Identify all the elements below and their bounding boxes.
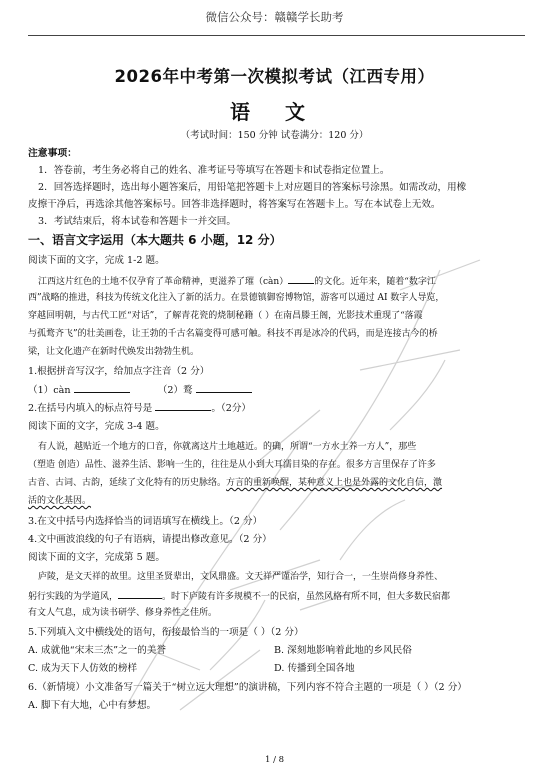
passage-line: 庐陵，是文天祥的故里。这里圣贤辈出，文风鼎盛。文天祥严谨治学，知行合一，一生崇尚修身养性、 — [38, 572, 444, 582]
question-3: 3.在文中括号内选择恰当的词语填写在横线上。（2 分） — [28, 516, 263, 527]
wavy-underlined-sentence: 方言的重新唤醒，某种意义上也是外露的文化自信，激 — [226, 478, 443, 488]
subject-title: 语 文 — [230, 100, 319, 124]
option-c[interactable]: C. 成为天下人仿效的榜样 — [28, 663, 138, 674]
exam-info: （考试时间：150 分钟 试卷满分：120 分） — [180, 130, 369, 141]
notice-item: 1．答卷前，考生务必将自己的姓名、准考证号等填写在答题卡和试卷指定位置上。 — [38, 165, 390, 176]
wavy-underlined-sentence-end: 活的文化基因。 — [28, 496, 92, 506]
passage-line: 梁，让文化遗产在新时代焕发出勃勃生机。 — [28, 347, 200, 357]
passage-line: 古音、古词、古韵，延续了文化特有的历史脉络。方言的重新唤醒，某种意义上也是外露的文化自信，激 — [28, 478, 443, 488]
instruction: 阅读下面的文字，完成 1-2 题。 — [28, 255, 165, 266]
question-4: 4.文中画波浪线的句子有语病，请提出修改意见。（2 分） — [28, 534, 272, 545]
header-divider — [28, 35, 525, 36]
answer-blank[interactable] — [155, 401, 211, 411]
passage-line: 江西这片红色的土地不仅孕育了革命精神，更滋养了璀（càn） 的文化。近年来，随着“数字江 — [38, 274, 535, 289]
page-header: 微信公众号：赣赣学长助考 — [205, 10, 344, 24]
exam-title: 2026年中考第一次模拟考试（江西专用） — [114, 67, 435, 86]
notice-item: 皮擦干净后，再选涂其他答案标号。回答非选择题时，将答案写在答题卡上。写在本试卷上无效。 — [28, 199, 441, 210]
question-1: 1.根据拼音写汉字，给加点字注音（2 分） — [28, 366, 210, 377]
option-b[interactable]: B. 深刻地影响着此地的乡风民俗 — [274, 645, 412, 656]
question-5: 5.下列填入文中横线处的语句，衔接最恰当的一项是（ ）（2 分） — [28, 627, 304, 638]
passage-line: 与孤鹜齐飞”的壮美画卷，让王勃的千古名篇变得可感可触。科技不再是冰冷的代码，而是连接古今的桥 — [28, 329, 438, 339]
notice-item: 2．回答选择题时，选出每小题答案后，用铅笔把答题卡上对应题目的答案标号涂黑。如需改动，用橡 — [38, 182, 467, 193]
notice-item: 3．考试结束后，将本试卷和答题卡一并交回。 — [38, 216, 236, 227]
question-1-parts: （1）càn （2）鹜 — [28, 383, 525, 397]
section-heading: 一、语言文字运用（本大题共 6 小题，12 分） — [28, 233, 282, 247]
instruction: 阅读下面的文字，完成第 5 题。 — [28, 552, 165, 563]
answer-blank[interactable] — [196, 383, 252, 393]
passage-line: 穿越回明朝，与古代工匠“对话”，了解青花瓷的烧制秘籍（ ）在南昌滕王阁，光影技术重现了“落霞 — [28, 311, 423, 321]
passage-line: （塑造 创造）品性、滋养生活、影响一生的，往往是从小到大耳濡目染的存在。很多方言里保存了许多 — [28, 460, 436, 470]
notice-heading: 注意事项： — [28, 148, 77, 159]
question-6: 6.（新情境）小文准备写一篇关于“树立远大理想”的演讲稿，下列内容不符合主题的一项是（ ）（2 分） — [28, 682, 467, 693]
passage-line — [28, 495, 525, 508]
option-a[interactable]: A. 成就他“宋末三杰”之一的美誉 — [28, 645, 166, 656]
passage-line: 躬行实践的为学道风， 。时下庐陵有许多规模不一的民宿，虽然风格有所不同，但大多数民宿都 — [28, 589, 525, 604]
question-2: 2.在括号内填入的标点符号是 。（2分） — [28, 403, 252, 414]
passage-line: 有人说，越贴近一个地方的口音，你就离这片土地越近。的确，所谓“一方水土养一方人”，那些 — [38, 442, 417, 452]
passage-line: 有文人气息，成为读书研学、修身养性之佳所。 — [28, 608, 218, 618]
option-d[interactable]: D. 传播到全国各地 — [274, 663, 355, 674]
page-number: 1 / 8 — [264, 755, 285, 765]
answer-blank[interactable] — [118, 589, 162, 599]
passage-line: 西”战略的推进，科技为传统文化注入了新的活力。在景德镇御窑博物馆，游客可以通过 AI 数字人导览， — [28, 293, 445, 303]
option-a[interactable]: A. 脚下有大地，心中有梦想。 — [28, 700, 157, 711]
instruction: 阅读下面的文字，完成 3-4 题。 — [28, 421, 165, 432]
answer-blank[interactable] — [74, 383, 130, 393]
